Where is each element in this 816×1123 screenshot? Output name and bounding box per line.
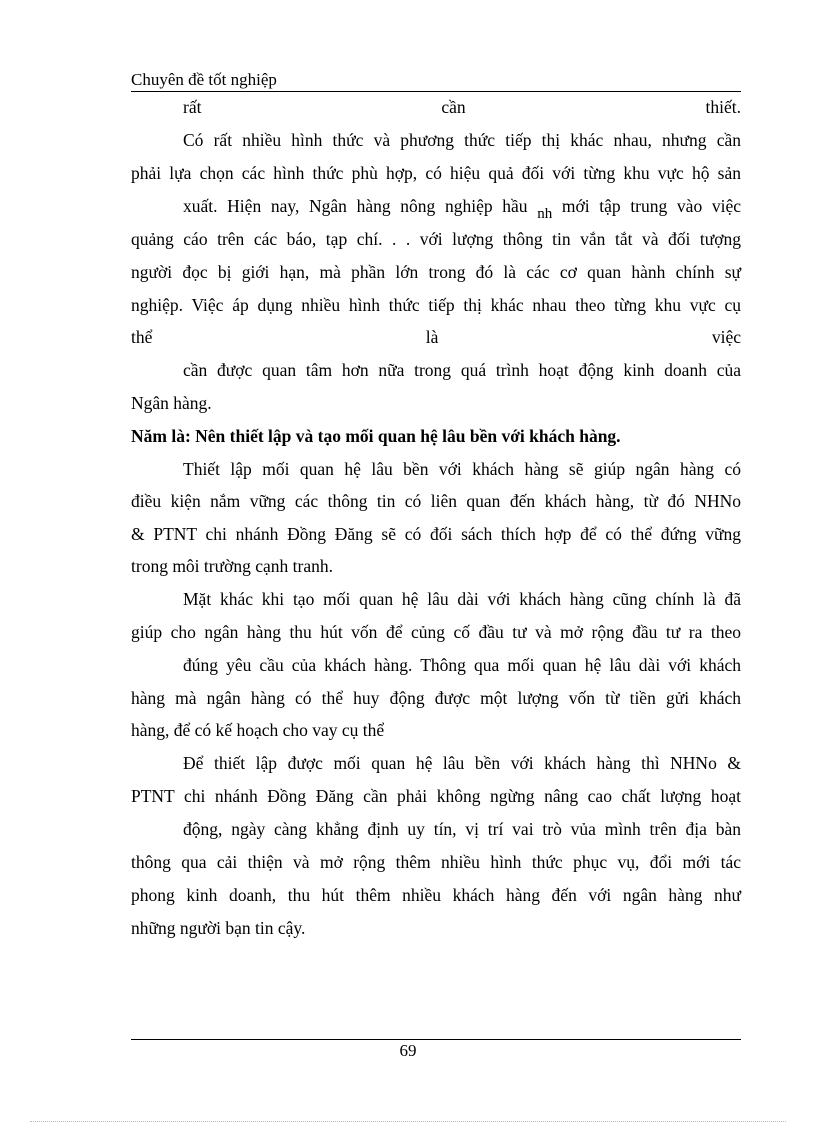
text-line: trong môi trường cạnh tranh. bbox=[131, 556, 333, 576]
word: thiết. bbox=[705, 97, 741, 117]
text-segment: mới tập trung vào việc bbox=[561, 196, 742, 216]
page-edge-divider bbox=[30, 1121, 786, 1122]
text-line bbox=[131, 96, 741, 118]
section-heading: Năm là: Nên thiết lập và tạo mối quan hệ lâu bền với khách hàng. bbox=[131, 426, 621, 446]
text-line: PTNT chi nhánh Đồng Đăng cần phải không ngừng nâng cao chất lượng hoạt bbox=[131, 786, 741, 806]
word: thể bbox=[131, 327, 153, 347]
footer-divider bbox=[131, 1039, 741, 1040]
text-line: giúp cho ngân hàng thu hút vốn để củng cố đầu tư và mở rộng đầu tư ra theo bbox=[131, 622, 741, 642]
text-line: đúng yêu cầu của khách hàng. Thông qua mối quan hệ lâu dài với khách bbox=[183, 655, 741, 675]
text-line: Thiết lập mối quan hệ lâu bền với khách hàng sẽ giúp ngân hàng có bbox=[183, 459, 741, 479]
text-line: Để thiết lập được mối quan hệ lâu bền với khách hàng thì NHNo & bbox=[183, 753, 741, 773]
text-line: quảng cáo trên các báo, tạp chí. . . với lượng thông tin vắn tắt và đối tượng bbox=[131, 229, 741, 249]
page-number: 69 bbox=[399, 1041, 417, 1060]
text-line: điều kiện nắm vững các thông tin có liên quan đến khách hàng, từ đó NHNo bbox=[131, 491, 741, 511]
text-line: Ngân hàng. bbox=[131, 393, 212, 413]
header-divider bbox=[131, 91, 741, 92]
text-line: phong kinh doanh, thu hút thêm nhiều khách hàng đến với ngân hàng như bbox=[131, 885, 741, 905]
text-line: cần được quan tâm hơn nữa trong quá trình hoạt động kinh doanh của bbox=[183, 360, 741, 380]
text-line: hàng, để có kế hoạch cho vay cụ thể bbox=[131, 720, 385, 740]
text-line bbox=[131, 326, 741, 348]
running-header: Chuyên đề tốt nghiệp bbox=[131, 70, 277, 89]
text-line: Mặt khác khi tạo mối quan hệ lâu dài với khách hàng cũng chính là đã bbox=[183, 589, 741, 609]
text-line: những người bạn tin cậy. bbox=[131, 918, 306, 938]
text-line: hàng mà ngân hàng có thể huy động được một lượng vốn từ tiền gửi khách bbox=[131, 688, 741, 708]
word: là bbox=[425, 327, 439, 347]
text-line: & PTNT chi nhánh Đồng Đăng sẽ có đối sách thích hợp để có thể đứng vững bbox=[131, 524, 741, 544]
text-line: người đọc bị giới hạn, mà phần lớn trong đó là các cơ quan hành chính sự bbox=[131, 262, 741, 282]
text-line bbox=[183, 195, 742, 222]
text-line: phải lựa chọn các hình thức phù hợp, có hiệu quả đối với từng khu vực hộ sản bbox=[131, 163, 741, 183]
text-segment: xuất. Hiện nay, Ngân hàng nông nghiệp hầu bbox=[183, 196, 528, 216]
text-line: nghiệp. Việc áp dụng nhiều hình thức tiếp thị khác nhau theo từng khu vực cụ bbox=[131, 295, 741, 315]
subscript-fragment: nh bbox=[537, 206, 553, 222]
word: việc bbox=[711, 327, 741, 347]
text-line: thông qua cải thiện và mở rộng thêm nhiều hình thức phục vụ, đổi mới tác bbox=[131, 852, 741, 872]
word: cần bbox=[441, 97, 466, 117]
text-line: động, ngày càng khẳng định uy tín, vị trí vai trò vủa mình trên địa bàn bbox=[183, 819, 741, 839]
word: rất bbox=[183, 97, 202, 117]
text-line: Có rất nhiều hình thức và phương thức tiếp thị khác nhau, nhưng cần bbox=[183, 130, 741, 150]
